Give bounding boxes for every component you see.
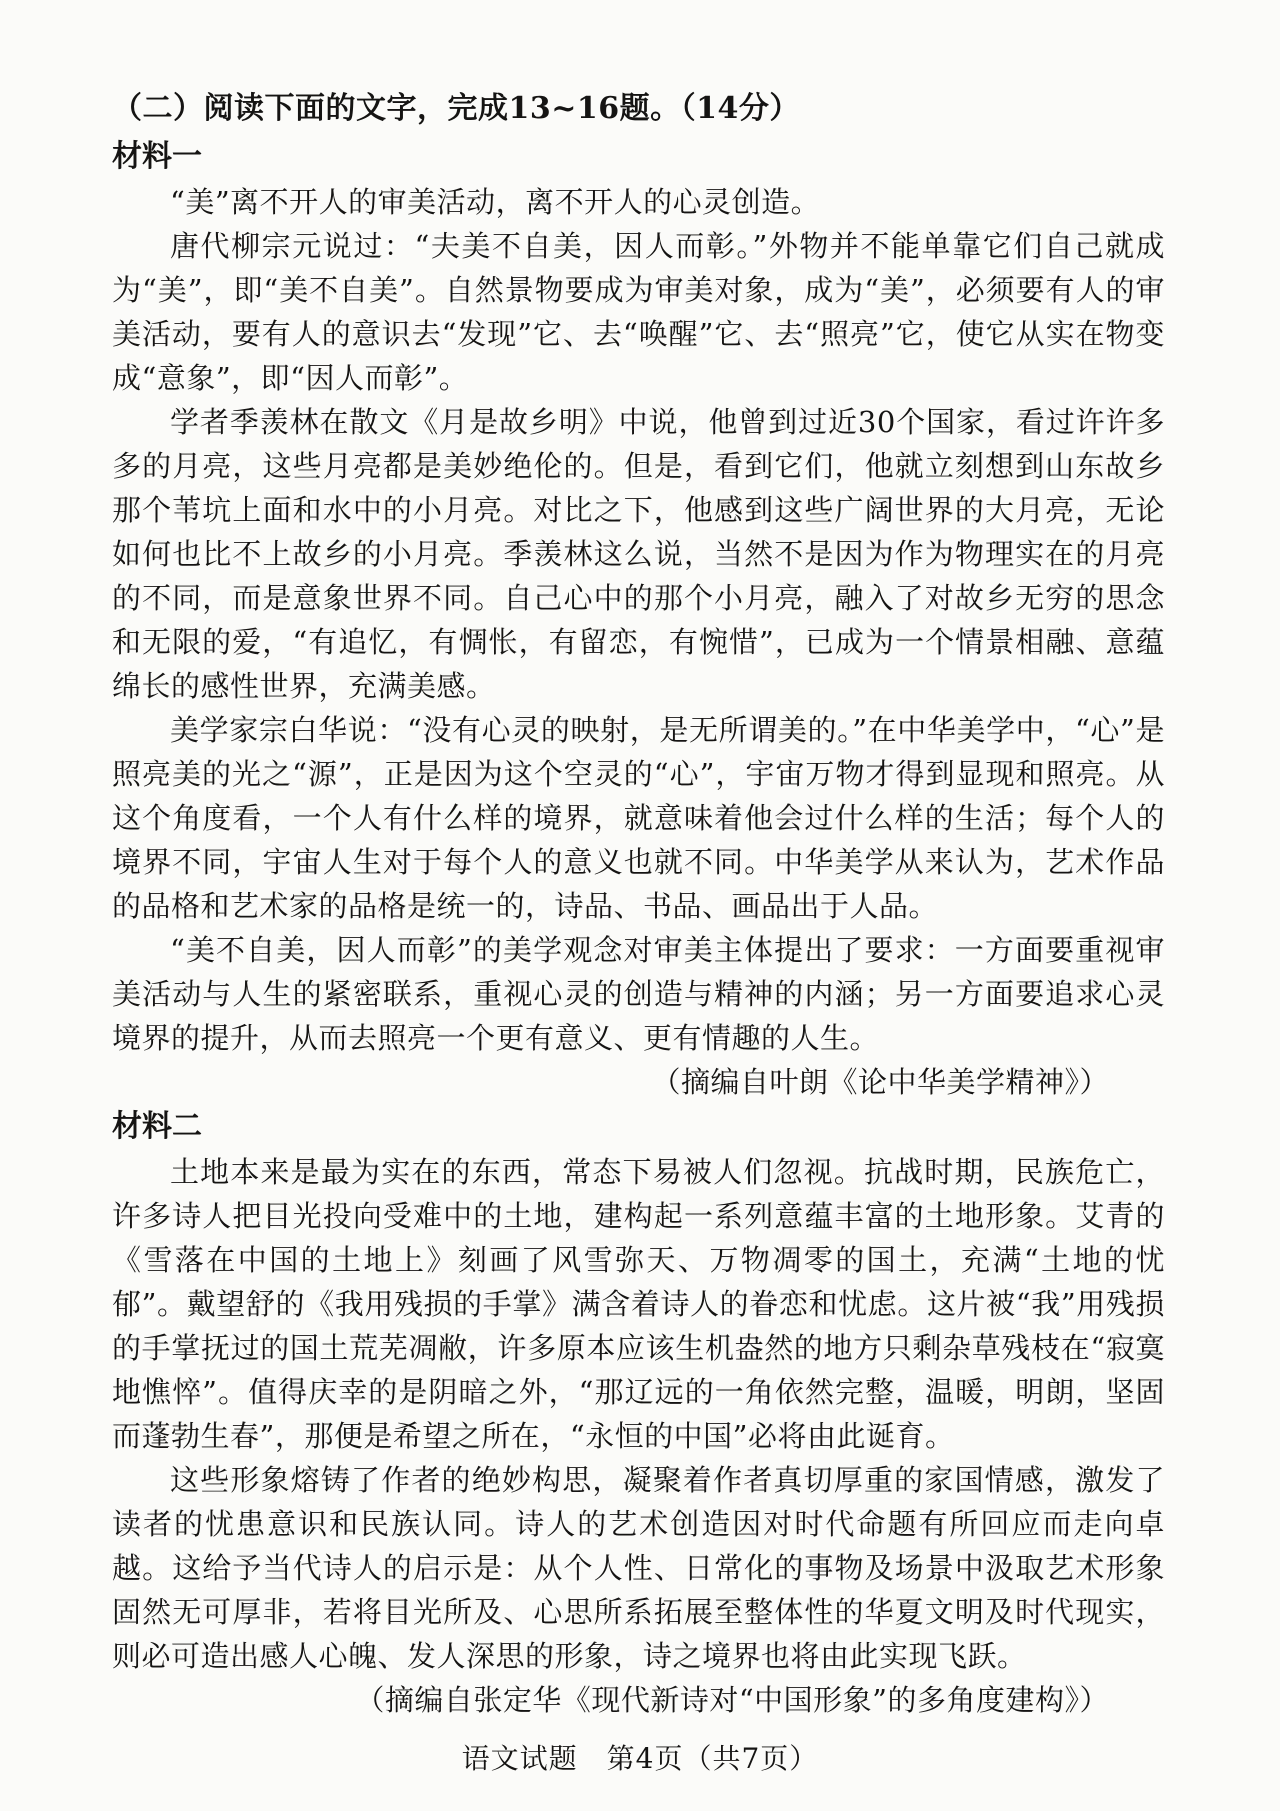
material-one-paragraph: “美”离不开人的审美活动，离不开人的心灵创造。 [170, 185, 821, 219]
page-footer: 语文试题 第4页（共7页） [461, 1742, 819, 1775]
material-two-paragraph: 土地本来是最为实在的东西，常态下易被人们忽视。抗战时期，民族危亡，许多诗人把目光投向受难中的土地，建构起一系列意蕴丰富的土地形象。艾青的《雪落在中国的土地上》刻画了风雪弥天、万物凋零的国土，充满“土地的忧郁”。戴望舒的《我用残损的手掌》满含着诗人的眷恋和忧虑。这片被“我”用残损的手掌抚过的国土荒芜凋敝，许多原本应该生机盎然的地方只剩杂草残枝在“寂寞地憔悴”。值得庆幸的是阴暗之外，“那辽远的一角依然完整，温暖，明朗，坚固而蓬勃生春”，那便是希望之所在，“永恒的中国”必将由此诞育。 [112, 1155, 1165, 1453]
material-one-paragraph: 唐代柳宗元说过：“夫美不自美，因人而彰。”外物并不能单靠它们自己就成为“美”，即“美不自美”。自然景物要成为审美对象，成为“美”，必须要有人的审美活动，要有人的意识去“发现”它、去“唤醒”它、去“照亮”它，使它从实在物变成“意象”，即“因人而彰”。 [112, 229, 1165, 395]
material-one-paragraph: “美不自美，因人而彰”的美学观念对审美主体提出了要求：一方面要重视审美活动与人生的紧密联系，重视心灵的创造与精神的内涵；另一方面要追求心灵境界的提升，从而去照亮一个更有意义、更有情趣的人生。 [112, 933, 1165, 1055]
material-two-attribution: （摘编自张定华《现代新诗对“中国形象”的多角度建构》） [355, 1683, 1109, 1717]
material-one-paragraph: 学者季羡林在散文《月是故乡明》中说，他曾到过近30个国家，看过许许多多的月亮，这些月亮都是美妙绝伦的。但是，看到它们，他就立刻想到山东故乡那个苇坑上面和水中的小月亮。对比之下，他感到这些广阔世界的大月亮，无论如何也比不上故乡的小月亮。季羡林这么说，当然不是因为作为物理实在的月亮的不同，而是意象世界不同。自己心中的那个小月亮，融入了对故乡无穷的思念和无限的爱，“有追忆，有惆怅，有留恋，有惋惜”，已成为一个情景相融、意蕴绵长的感性世界，充满美感。 [112, 405, 1165, 703]
material-one-paragraph: 美学家宗白华说：“没有心灵的映射，是无所谓美的。”在中华美学中，“心”是照亮美的光之“源”，正是因为这个空灵的“心”，宇宙万物才得到显现和照亮。从这个角度看，一个人有什么样的境界，就意味着他会过什么样的生活；每个人的境界不同，宇宙人生对于每个人的意义也就不同。中华美学从来认为，艺术作品的品格和艺术家的品格是统一的，诗品、书品、画品出于人品。 [112, 713, 1165, 923]
material-two-label: 材料二 [112, 1109, 202, 1144]
material-one-attribution: （摘编自叶朗《论中华美学精神》） [651, 1065, 1109, 1099]
section-header: （二）阅读下面的文字，完成13~16题。（14分） [112, 91, 800, 126]
material-one-label: 材料一 [112, 139, 202, 174]
material-two-paragraph: 这些形象熔铸了作者的绝妙构思，凝聚着作者真切厚重的家国情感，激发了读者的忧患意识和民族认同。诗人的艺术创造因对时代命题有所回应而走向卓越。这给予当代诗人的启示是：从个人性、日常化的事物及场景中汲取艺术形象固然无可厚非，若将目光所及、心思所系拓展至整体性的华夏文明及时代现实，则必可造出感人心魄、发人深思的形象，诗之境界也将由此实现飞跃。 [112, 1463, 1165, 1673]
